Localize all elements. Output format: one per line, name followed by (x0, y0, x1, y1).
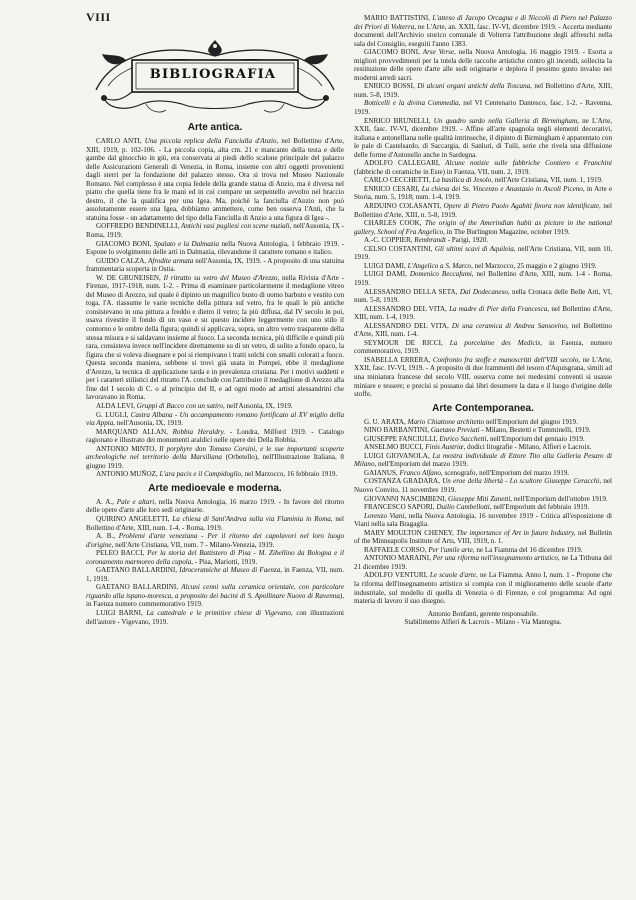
entry-title: Il ritratto su vetro del Museo d'Arezzo, (163, 273, 280, 282)
entry-title: Per l'umile arte, (428, 545, 475, 554)
entry-title: Di una ceramica di Andrea Sansovino, (451, 321, 569, 330)
bib-entry (354, 435, 612, 444)
entry-title: Gli ultimi scavi di Aquileia, (434, 244, 516, 253)
entry-title: La mostra individuale di Ettore Tito alla Galleria Pesaro di Milano, (354, 451, 613, 469)
entry-author: CARLO CECCHETTI, (364, 176, 431, 185)
entry-title: Di alcuni organi antichi della Toscana, (417, 82, 532, 91)
entry-author: ALESSANDRO DEL VITA, (364, 321, 449, 330)
entry-rest: nella Nuova Antologia, 16 maggio 1919. - Esorta a migliori provvedimenti per la tutela delle raccolte artistiche contro gli incendi, sollecita la restituzione delle opere d'arte alle sedi originarie e deplora il pessimo gusto invalso nei moderni arredi sacri. (354, 48, 612, 82)
entry-author: ENRICO BOSSI, (364, 82, 415, 91)
entry-author: FRANCESCO SAPORI, (364, 503, 435, 512)
entry-rest: nell'Arte Cristiana, VII, num 10, 1919. (354, 244, 612, 262)
section-arte-contemporanea (354, 402, 612, 606)
entry-author: ISABELLA ERRERA, (364, 355, 431, 364)
section-arte-medioevale-continued (354, 14, 612, 399)
entry-title: Spalato e la Dalmazia (153, 239, 220, 248)
entry-rest: ne L'Arte, XXII, fasc. IV-VI, dicembre 1919. - Affine all'arte spagnola negli elementi decorativi, italiana e antonelliana nelle qualità intrinseche, il dipinto di Birmingham è apparentato con le pale di Castelsardo, di Saccargia, di Sanluri, di Tuili, serie che rivela una diffusione delle forme d'Antonello anche in Sardegna. (354, 116, 612, 159)
entry-title: Alcuni cenni sulla ceramica orientale, con particolare riguardo alla ispano-moresca, a proposito dei bacini di S. Apollinare Nuovo di Ravenna), (86, 583, 344, 600)
bib-entry (86, 498, 344, 515)
entry-rest: nel Bollettino d'Arte, XIII, n. 5-8, 1919. (354, 202, 612, 219)
entry-rest: nell'Ausonia, IX, 1919. (116, 419, 183, 428)
bib-entry (354, 219, 612, 236)
entry-author: ALESSANDRO DEL VITA, (364, 304, 447, 313)
entry-rest: nel Bollettino d'Arte, XIII, num. 1-4. - Roma, 1919. (86, 514, 344, 532)
entry-rest: - Pisa, Mariotti, 1919. (194, 557, 258, 566)
entry-title: Finis Austriæ, (425, 443, 466, 452)
entry-title: L'atteso di Jacopo Orcagna e di Niccolò di Piero nel Palazzo dei Priori di Volterra, (354, 14, 612, 31)
entry-title: Castra Albana - Un accampamento romano fortificato al XV miglio della via Appia, (86, 410, 344, 428)
bib-entry (354, 14, 612, 48)
bib-entry (354, 270, 612, 287)
section-heading: Arte antica. (187, 122, 243, 133)
bib-entry (86, 445, 344, 471)
entry-author: CELSO COSTANTINI, (364, 244, 433, 253)
bib-entry (354, 262, 612, 271)
entry-title: Arse Verse, (422, 48, 456, 57)
entry-rest: nel Marzocco, 16 febbraio 1919. (244, 470, 338, 479)
entry-title: Domenico Beccafumi, (409, 270, 474, 279)
entry-title: La madre di Pier della Francesca, (449, 304, 550, 313)
entry-author: ENRICO CESARI, (364, 184, 420, 193)
entry-author: GAIANUS, (364, 468, 398, 477)
entry-rest: nell'Ausonia, IX - Roma, 1919. (86, 222, 344, 240)
entry-title: Una piccola replica della Fanciulla d'Anzio, (144, 137, 279, 145)
entry-title: La chiesa dei Ss. Vincenzo e Anastasio in Ascoli Piceno, (421, 184, 585, 193)
entry-rest: dodici litografie - Milano, Alfieri e Lacroix. (467, 443, 592, 452)
bib-entry (354, 99, 612, 116)
signature-printer: Stabilimento Alfieri & Lacroix - Milano - Via Mantegna. (404, 619, 562, 627)
bib-entry (354, 477, 612, 494)
entry-rest: nell'Emporium del febbraio 1919. (493, 503, 590, 512)
entry-rest: nell'Emporium del giugno 1919. (485, 417, 578, 426)
bib-entry (354, 176, 612, 185)
bib-entry (86, 532, 344, 549)
entry-author: LUIGI DAMI, (364, 261, 406, 270)
entry-author: GAETANO BALLARDINI, (96, 583, 179, 592)
entry-rest: nella Rivista d'Arte - Firenze, 1917-1918, num. 1-2. - Prima di esaminare particolarmente il medaglione vitreo del Museo di Arezzo, sul quale è dipinto un magnifico busto di uomo barbuto e vestito con toga, l'A. riassume le varie tecniche della pittura sul vetro, fra le quali le più antiche consistevano in una pittura a freddo e dietro il vetro; la più diffusa, dal IV secolo in poi, usava rivestire il fondo di un vaso e su questo incidere leggermente con uno stilo il contorno e le ombre della figura; quindi si applicava, sopra, un altro vetro trasparente della stessa misura e si saldavano insieme al fuoco. La seconda tecnica, più difficile e quindi più rara, consisteva invece nell'incidere direttamente su di un vetro, di solito a fondo opaco, la figura che si voleva disegnare e poi si riempivano i tratti solchi con smalti colorati a fuoco. Questa seconda maniera, sebbene si trovi già usata in Pompei, ebbe il medaglione d'Arezzo, la tecnica di applicazione tarda e in prevalenza cristiana. Per i motivi suddetti e per i caratteri stilistici del ritratto l'A. conclude con l'attribuire il medaglione di Arezzo alla fine del I secolo di C. o al principio del II, e ad ogni modo ad artisti alessandrini che lavoravano in Roma. (86, 273, 344, 402)
entry-title: Mario Chiattone architetto (407, 417, 485, 426)
signature-manager: Antonio Bonfanti, gerente responsabile. (427, 610, 539, 618)
entry-rest: ne La Fiamma. Anno I, num. 1 - Propone che la riforma dell'insegnamento artistico si compia con il miglioramento delle scuole d'arte industriale, sul modello di quella di Venezia o di Firenze, e col programma: Ad ogni materia di lavoro il suo disegno. (354, 571, 613, 606)
entry-title: Il porphyre don Tomaso Corsini, e le sue importanti scoperte archeologiche nel territorio della Marsiliana (86, 444, 344, 462)
bib-entry (354, 339, 612, 356)
bib-entry (86, 515, 344, 532)
entry-rest: (fabbriche di ceramiche in Este) in Faenza, VII, num. 2, 1919. (354, 167, 531, 176)
entry-author: ALESSANDRO DELLA SETA, (364, 287, 458, 296)
bib-entry (354, 356, 612, 399)
bib-entry (354, 452, 612, 469)
bib-entry (86, 428, 344, 445)
section-heading: Arte medioevale e moderna. (148, 482, 282, 494)
entry-title: Afrodite armata (148, 256, 194, 265)
bib-entry (354, 554, 612, 571)
entry-rest: nell'Arte Cristiana, VII, num. 1, 1919. (494, 176, 603, 185)
entry-rest: in The Burlington Magazine, october 1919. (446, 227, 570, 236)
entry-author: LUIGI DAMI, (364, 270, 407, 279)
bib-entry (354, 469, 612, 478)
entry-author: LUIGI GIOVANOLA, (364, 451, 430, 460)
entry-rest: nell'Ausonia, IX, 1919. - A proposito di una statuina frammentaria scoperta in Ostia. (86, 256, 344, 274)
entry-title: La chiesa di Sant'Andrea sulla via Flaminia in Roma, (172, 514, 333, 523)
bib-entry (86, 402, 344, 411)
entry-author: MARIO BATTISTINI, (364, 14, 430, 22)
bib-entry (354, 512, 612, 529)
entry-rest: nel VI Centenario Dantesco, fasc. 1-2. - Ravenna, 1919. (354, 99, 612, 117)
page-number: VIII (86, 10, 111, 24)
entry-title: La cattedrale e le primitive chiese di Vigevano, (146, 608, 293, 617)
bib-entry (354, 48, 612, 82)
bib-entry (86, 257, 344, 274)
bib-entry (354, 305, 612, 322)
entry-author: GIOVANNI NASCIMBENI, (364, 494, 447, 503)
section-arte-antica (86, 121, 344, 479)
entry-author: ANTONIO MARAINI, (364, 554, 431, 563)
entry-title: Gruppi di Bacco con un satiro, (136, 401, 225, 410)
bib-entry (354, 495, 612, 504)
bib-entry (86, 274, 344, 402)
entry-author: LUIGI BARNI, (96, 608, 143, 617)
entry-rest: - Milano, Bestetti e Tumminelli, 1919. (481, 426, 591, 435)
bib-entry (354, 443, 612, 452)
bibliografia-banner (86, 38, 344, 118)
bib-entry (354, 322, 612, 339)
entry-rest: ne La Tribuna del 21 dicembre 1919. (354, 554, 612, 571)
entry-author: GOFFREDO BENDINELLI, (96, 222, 180, 231)
entry-title: Alcune notizie sulle fabbriche Contiero e Franchini (445, 159, 612, 168)
section-heading: Arte Contemporanea. (432, 402, 534, 414)
bib-entry (354, 117, 612, 160)
entry-title: Duilio Cambellotti, (436, 503, 492, 512)
section-arte-medioevale (86, 482, 344, 626)
entry-rest: nella Nuova Antologia, 16 marzo 1919. - In favore del ritorno delle opere d'arte alle loro sedi originarie. (86, 497, 345, 515)
entry-author: A.-C. COPPIER, (364, 236, 413, 245)
entry-rest: nel Nuovo Convito, 11 novembre 1919. (354, 477, 613, 494)
entry-rest: nel Bollettino d'Arte, XIII, num. 1-4. (354, 321, 612, 339)
bib-entry (354, 185, 612, 202)
entry-author: GIACOMO BONI, (96, 239, 152, 248)
entry-author: ALDA LEVI, (96, 401, 136, 410)
banner-title: BIBLIOGRAFIA (149, 67, 277, 82)
entry-rest: nel Bulletin of the Minneapolis Institute of Arts, VIII, 1919, n. 1. (354, 528, 612, 546)
entry-rest: scenografo, nell'Emporium del marzo 1919. (444, 468, 570, 477)
entry-rest: (Orbetello), nell'Illustrazione Italiana, 8 giugno 1919. (86, 453, 344, 470)
entry-author: QUIRINO ANGELETTI, (96, 514, 170, 523)
entry-rest: nell'Emporium dell'ottobre 1919. (513, 494, 608, 503)
entry-rest: - Londra, Milford 1919. - Catalogo ragionato e illustrato dei monumenti araldici nelle opere dei Della Robbia. (86, 427, 344, 445)
entry-title: L'ara pacis e il Campidoglio, (159, 470, 243, 479)
entry-title: Dal Dodecaneso, (459, 287, 510, 296)
entry-author: GIACOMO BONI, (364, 48, 420, 57)
entry-author: NINO BARBANTINI, (364, 426, 430, 435)
entry-rest: in Faenza, VII, num. 1, 1919. (86, 566, 344, 583)
entry-author: MARY MOULTON CHENEY, (364, 528, 454, 537)
bib-entry (354, 236, 612, 245)
entry-rest: nell'Arte Cristiana, VII, num. 7 - Milano-Venezia, 1919. (115, 540, 275, 549)
entry-title: Pale e altari, (116, 497, 156, 506)
bib-entry (86, 566, 344, 583)
entry-author: CHARLES COOK, (364, 219, 422, 228)
entry-rest: nell'Emporium del gennaio 1919. (490, 434, 585, 443)
entry-title: La basilica di Jesolo, (432, 176, 494, 185)
entry-author: G. U. ARATA, (364, 417, 406, 426)
bib-entry (354, 245, 612, 262)
entry-title: L'Angelico a S. Marco, (407, 261, 473, 270)
entry-title: Lorenzo Viani, (364, 511, 407, 520)
entry-author: G. LUGLI, (96, 410, 129, 419)
signature (354, 611, 612, 628)
entry-author: W. DE GRUNEISEN, (96, 273, 161, 282)
entry-author: A. A., (96, 497, 114, 506)
entry-title: Robbia Heraldry. (172, 427, 226, 436)
entry-rest: nel Bollettino d'Arte, XIII, num. 1-4 - Roma, 1919. (354, 270, 612, 287)
entry-author: CARLO ANTI, (96, 137, 142, 145)
entry-title: Franco Alfano, (399, 468, 443, 477)
entry-rest: ne L'Arte, an. XXII, fasc. IV-VI, dicembre 1919. - Accerta mediante documenti dell'Archivio storico comunale di Volterra l'attribuzione degli affreschi nella sala del Consiglio, eseguiti l'anno 1383. (354, 22, 613, 48)
entry-rest: ne La Fiamma del 16 dicembre 1919. (476, 545, 583, 554)
entry-title: The importance of Art in future Industry, (456, 528, 576, 537)
entry-title: Problemi d'arte veneziana - Per il ritorno dei capolavori nel loro luogo d'origine, (86, 532, 345, 549)
entry-rest: nel Bollettino d'Arte, XIII, 1919, p. 102-106. - La piccola copia, alta cm. 21 e mancante della testa e delle gambe dal ginocchio in giù, era conservata ai piedi dello scalone principale del palazzo delle Assicurazioni Generali di Venezia, in Roma, insieme con altri oggetti provenienti dagli sterri per la fondazione del palazzo stesso. Ora si trova nel Museo Nazionale Romano. Nel complesso è una copia fedele della grande statua di Anzio, ma è diversa nel piatto che quella tiene fra le mani ed in cui compare un serpentello avvolto nel braccio destro, il che la qualifica per una Igea. Ma, poichè la fanciulla d'Anzio non può assolutamente essere una Igea, dobbiamo ammettere, come ben osserva l'Anti, che la statuina fosse - un adattamento del tipo della Fanciulla di Anzio a una figura di Igea -. (86, 137, 345, 222)
bib-entry (86, 470, 344, 479)
entry-title: Per la storia del Battistero di Pisa - M. Zibellino da Bologna e il coronamento marmoreo della cupola, (86, 549, 345, 566)
entry-author: RAFFAELE CORSO, (364, 545, 427, 554)
bib-entry (86, 411, 344, 428)
entry-rest: nel Bollettino d'Arte, XIII, num. 1-4, 1919. (354, 304, 613, 322)
entry-rest: ne L'Arte, XXII, fasc. IV-VI, 1919. - A proposito di due frammenti del tesoro d'Aquisgrana, simili ad una miniatura francese del secolo VIII, osserva come nei medesimi conventi si usasse miniare e tessere; e precisi si possano dai libri desumere la data e il luogo d'origine delle stoffe. (354, 355, 612, 399)
entry-author: SEYMOUR DE RICCI, (364, 338, 443, 347)
entry-title: Le scuole d'arte, (429, 571, 478, 580)
entry-title: Idroceramiche al Museo di Faenza, (179, 566, 283, 575)
bib-entry (354, 82, 612, 99)
entry-author: ENRICO BRUNELLI, (364, 116, 431, 125)
bib-entry (354, 202, 612, 219)
entry-author: PELEO BACCI, (96, 549, 145, 558)
entry-rest: in Arte e Storia, num. 5, 1918; num. 1-4, 1919. (354, 184, 613, 202)
bib-entry (354, 159, 612, 176)
entry-title: Giuseppe Miti Zanetti, (448, 494, 513, 503)
entry-rest: con illustrazioni dell'autore - Vigevano, 1919. (86, 608, 345, 626)
entry-rest: nell'Emporium del marzo 1919. (378, 460, 468, 469)
entry-title: Botticelli e la divina Commedia, (364, 99, 461, 108)
bib-entry (354, 288, 612, 305)
bib-entry (354, 418, 612, 427)
entry-author: GUIDO CALZA, (96, 256, 147, 265)
entry-author: ANTONIO MUÑOZ, (96, 470, 158, 479)
entry-author: ANSELMO BUCCI, (364, 443, 424, 452)
entry-author: ADOLFO CALLEGARI, (364, 159, 440, 168)
bib-entry (86, 583, 344, 609)
bib-entry (86, 609, 344, 626)
entry-title: Opere di Pietro Paolo Agabiti finora non identificate, (443, 202, 601, 211)
entry-author: ADOLFO VENTURI, (364, 571, 428, 580)
left-column (86, 38, 344, 626)
bib-entry (354, 571, 612, 605)
entry-author: ARDUINO COLASANTI, (364, 202, 442, 211)
entry-title: La porcelaine des Medicis, (449, 338, 542, 347)
entry-rest: nell'Ausonia, IX, 1919. (226, 401, 293, 410)
entry-rest: nella Cronaca delle Belle Arti, VI, num. 5-8, 1919. (354, 287, 612, 305)
entry-title: Antichi vasi pugliesi con scene nuziali, (180, 222, 292, 231)
entry-title: Gaetano Previati (430, 426, 480, 435)
bib-entry (354, 503, 612, 512)
entry-title: Confronto fra stoffe e manoscritti dell'VIII secolo, (432, 355, 581, 364)
entry-author: MARQUAND ALLAN, (96, 427, 168, 436)
entry-author: COSTANZA GRADARA, (364, 477, 440, 486)
entry-rest: nella Nuova Antologia, 1 febbraio 1919. - Espone lo svolgimento delle arti in Dalmazia, rilevandone il carattere romano e italico. (86, 239, 344, 257)
entry-title: Rembrandt (414, 236, 446, 245)
entry-author: GIUSEPPE FANCIULLI, (364, 434, 438, 443)
bib-entry (86, 222, 344, 239)
entry-title: Un quadro sardo nella Galleria di Birmingham, (433, 116, 579, 125)
entry-rest: nel Marzocco, 25 maggio e 2 giugno 1919. (474, 261, 597, 270)
entry-rest: in Faenza numero commemorativo 1919. (86, 600, 203, 609)
right-column (354, 14, 612, 628)
bib-entry (86, 240, 344, 257)
entry-author: A. B., (96, 532, 115, 541)
entry-author: ANTONIO MINTO, (96, 444, 157, 453)
entry-title: Per una riforma nell'insegnamento artistico, (432, 554, 560, 563)
bib-entry (86, 549, 344, 566)
entry-rest: - Parigi, 1920. (447, 236, 489, 245)
entry-rest: in Faenza, numero commemorativo, 1919. (354, 338, 612, 356)
bib-entry (86, 137, 344, 222)
entry-rest: nella Nuova Antologia, 16 novembre 1919 - Critica all'esposizione di Viani nella sala Bragaglia. (354, 511, 612, 529)
entry-title: Enrico Sacchetti, (439, 434, 489, 443)
entry-title: The origin of the Amerindian habit as picture in the national gallery, School of Fra Angelico, (354, 219, 612, 236)
bib-entry (354, 546, 612, 555)
bib-entry (354, 426, 612, 435)
entry-author: GAETANO BALLARDINI, (96, 566, 178, 575)
entry-title: Un eroe della libertà - Lo scultore Giuseppe Ceracchi, (442, 477, 602, 486)
entry-rest: nel Bollettino d'Arte, XIII, num. 5-8, 1919. (354, 82, 612, 99)
bib-entry (354, 529, 612, 546)
